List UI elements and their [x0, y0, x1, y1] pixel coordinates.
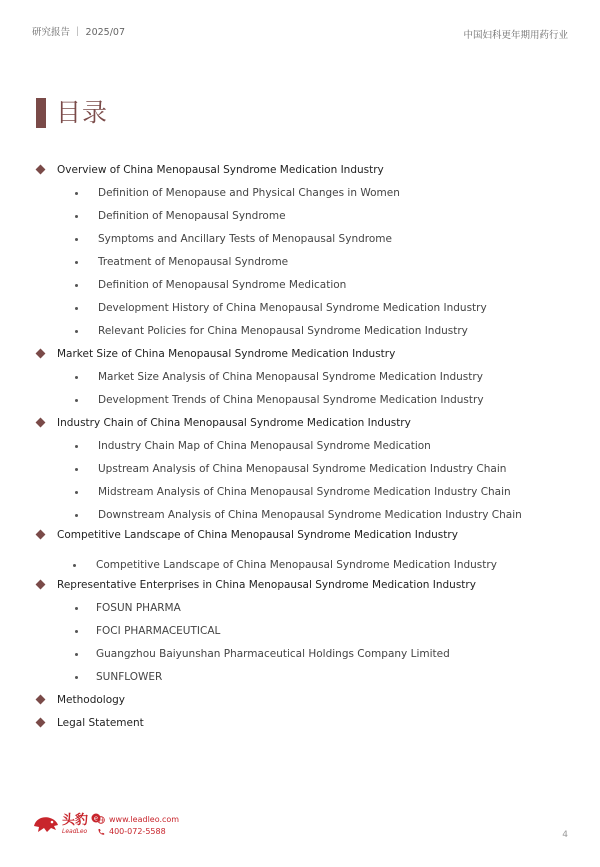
toc-section[interactable] [0, 693, 560, 707]
toc-entry-label: Development Trends of China Menopausal Syndrome Medication Industry [98, 394, 484, 406]
dot-bullet-icon [75, 653, 78, 656]
brand-name-cn: 头豹 [62, 812, 89, 828]
diamond-bullet-icon [36, 580, 46, 590]
toc-subsection[interactable] [0, 624, 560, 638]
dot-bullet-icon [75, 607, 78, 610]
toc-section[interactable] [0, 578, 560, 592]
toc-subsection[interactable] [0, 370, 560, 384]
brand-logo [32, 812, 101, 836]
dot-bullet-icon [75, 399, 78, 402]
toc-entry-label: Treatment of Menopausal Syndrome [98, 256, 289, 268]
toc-entry-label: Symptoms and Ancillary Tests of Menopausal Syndrome [98, 233, 392, 245]
header-industry-name: 中国妇科更年期用药行业 [463, 30, 568, 41]
toc-entry-label: Definition of Menopausal Syndrome Medication [98, 279, 347, 291]
toc-entry-label: Market Size of China Menopausal Syndrome Medication Industry [57, 348, 396, 360]
toc-subsection[interactable] [0, 647, 560, 661]
toc-section[interactable] [0, 163, 560, 177]
website-link[interactable]: www.leadleo.com [109, 815, 180, 824]
toc-entry-label: Midstream Analysis of China Menopausal Syndrome Medication Industry Chain [98, 486, 511, 498]
globe-icon [97, 816, 105, 824]
diamond-bullet-icon [36, 530, 46, 540]
toc-subsection[interactable] [0, 601, 560, 615]
toc-section[interactable] [0, 347, 560, 361]
toc-entry-label: Market Size Analysis of China Menopausal Syndrome Medication Industry [98, 371, 483, 383]
diamond-bullet-icon [36, 695, 46, 705]
toc-entry-label: Development History of China Menopausal Syndrome Medication Industry [98, 302, 487, 314]
dot-bullet-icon [75, 630, 78, 633]
toc-subsection[interactable] [0, 393, 560, 407]
toc-entry-label: Definition of Menopausal Syndrome [98, 210, 286, 222]
toc-entry-label: SUNFLOWER [96, 671, 163, 683]
dot-bullet-icon [75, 376, 78, 379]
phone-number: 400-072-5588 [109, 827, 166, 836]
toc-subsection[interactable] [0, 558, 560, 572]
toc-entry-label: FOSUN PHARMA [96, 602, 181, 614]
phone-icon [97, 828, 105, 836]
toc-subsection[interactable] [0, 508, 560, 522]
diamond-bullet-icon [36, 418, 46, 428]
title-accent-bar [36, 98, 46, 128]
leopard-logo-icon [32, 812, 60, 836]
toc-entry-label: Competitive Landscape of China Menopausal Syndrome Medication Industry [57, 529, 458, 541]
toc-entry-label: Relevant Policies for China Menopausal Syndrome Medication Industry [98, 325, 468, 337]
toc-subsection[interactable] [0, 485, 560, 499]
toc-subsection[interactable] [0, 670, 560, 684]
contact-info [97, 814, 179, 838]
toc-entry-label: Downstream Analysis of China Menopausal Syndrome Medication Industry Chain [98, 509, 522, 521]
toc-subsection[interactable] [0, 462, 560, 476]
toc-subsection[interactable] [0, 255, 560, 269]
diamond-bullet-icon [36, 349, 46, 359]
toc-entry-label: Definition of Menopause and Physical Changes in Women [98, 187, 400, 199]
dot-bullet-icon [73, 564, 76, 567]
dot-bullet-icon [75, 491, 78, 494]
toc-entry-label: Representative Enterprises in China Menopausal Syndrome Medication Industry [57, 579, 476, 591]
toc-section[interactable] [0, 528, 560, 542]
dot-bullet-icon [75, 676, 78, 679]
toc-entry-label: Industry Chain of China Menopausal Syndrome Medication Industry [57, 417, 411, 429]
toc-subsection[interactable] [0, 324, 560, 338]
toc-subsection[interactable] [0, 301, 560, 315]
toc-entry-label: Legal Statement [57, 717, 144, 729]
toc-entry-label: Competitive Landscape of China Menopausal Syndrome Medication Industry [96, 559, 497, 571]
toc-title-block [36, 98, 108, 128]
svg-text:e: e [93, 814, 99, 823]
dot-bullet-icon [75, 192, 78, 195]
toc-subsection[interactable] [0, 232, 560, 246]
brand-name-en: LeadLeo [62, 827, 88, 835]
dot-bullet-icon [75, 468, 78, 471]
dot-bullet-icon [75, 330, 78, 333]
dot-bullet-icon [75, 238, 78, 241]
toc-entry-label: Guangzhou Baiyunshan Pharmaceutical Holdings Company Limited [96, 648, 450, 660]
header-report-label: 研究报告 ｜ 2025/07 [32, 27, 126, 38]
diamond-bullet-icon [36, 718, 46, 728]
dot-bullet-icon [75, 215, 78, 218]
toc-subsection[interactable] [0, 439, 560, 453]
toc-subsection[interactable] [0, 209, 560, 223]
toc-entry-label: Upstream Analysis of China Menopausal Syndrome Medication Industry Chain [98, 463, 507, 475]
toc-subsection[interactable] [0, 186, 560, 200]
dot-bullet-icon [75, 307, 78, 310]
toc-section[interactable] [0, 416, 560, 430]
page-number: 4 [562, 830, 568, 840]
dot-bullet-icon [75, 445, 78, 448]
dot-bullet-icon [75, 514, 78, 517]
diamond-bullet-icon [36, 165, 46, 175]
page-title: 目录 [56, 98, 109, 127]
toc-entry-label: Industry Chain Map of China Menopausal Syndrome Medication [98, 440, 431, 452]
toc-subsection[interactable] [0, 278, 560, 292]
dot-bullet-icon [75, 284, 78, 287]
toc-entry-label: Methodology [57, 694, 126, 706]
dot-bullet-icon [75, 261, 78, 264]
toc-entry-label: Overview of China Menopausal Syndrome Medication Industry [57, 164, 384, 176]
toc-entry-label: FOCI PHARMACEUTICAL [96, 625, 221, 637]
toc-section[interactable] [0, 716, 560, 730]
